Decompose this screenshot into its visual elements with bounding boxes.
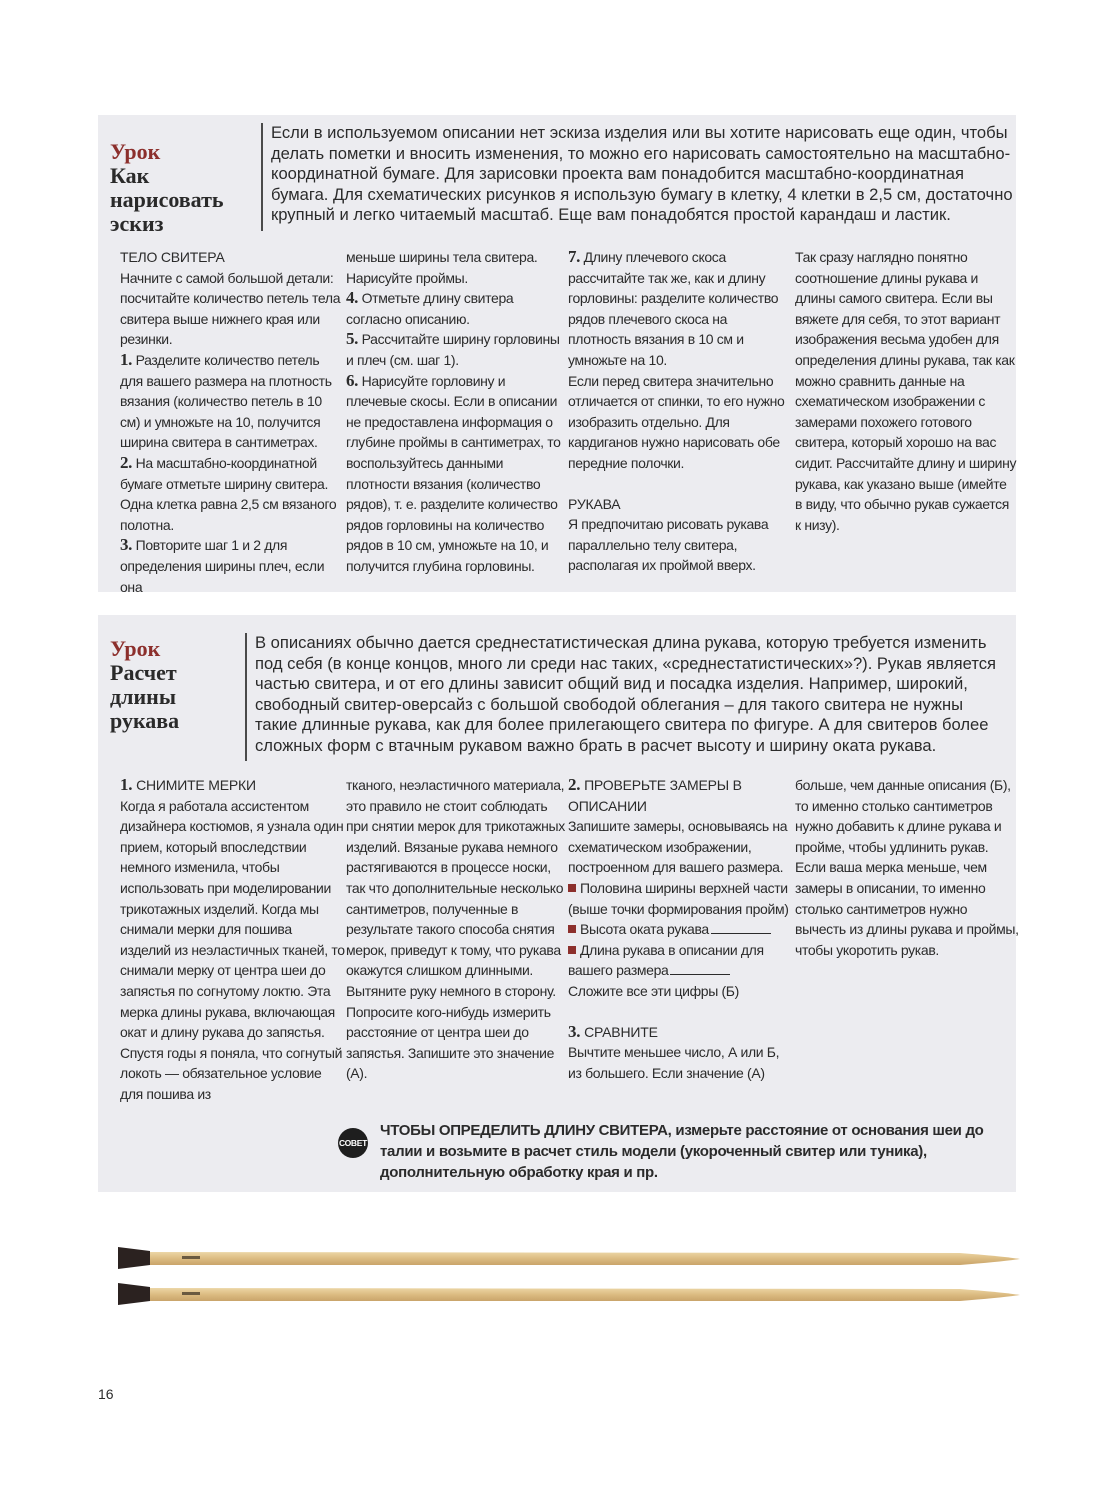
subheading: СНИМИТЕ МЕРКИ — [136, 777, 256, 793]
square-bullet-icon — [568, 884, 576, 892]
lesson-panel-sleeve — [98, 615, 1019, 1192]
step-heading — [568, 1022, 793, 1043]
step-text: Повторите шаг 1 и 2 для определения ширины плеч, если она — [120, 537, 325, 595]
step-number: 7. — [568, 247, 581, 266]
text-column — [568, 775, 793, 1083]
step-number: 5. — [346, 329, 359, 349]
step — [120, 535, 342, 597]
step — [120, 453, 342, 535]
step-text: На масштабно-координатной бумаге отметьте ширину свитера. Одна клетка равна 2,5 см вязаного полотна. — [120, 454, 337, 533]
knitting-needles-illustration — [110, 1245, 1025, 1315]
page-number: 16 — [98, 1386, 114, 1402]
step — [346, 329, 568, 370]
subheading: РУКАВА — [568, 495, 621, 512]
square-bullet-icon — [568, 925, 576, 933]
text-column — [568, 247, 790, 576]
bullet-text: Длина рукава в описании для вашего размера — [568, 941, 764, 979]
bullet-text: Высота оката рукава — [580, 921, 709, 938]
tip-lead: ЧТОБЫ ОПРЕДЕЛИТЬ ДЛИНУ СВИТЕРА, — [380, 1122, 672, 1139]
square-bullet-icon — [568, 946, 576, 954]
paragraph: Я предпочитаю рисовать рукава параллельно телу свитера, располагая их проймой вверх. — [568, 516, 769, 574]
step — [346, 371, 568, 577]
step-text: Отметьте длину свитера согласно описанию. — [346, 290, 514, 327]
subheading: ТЕЛО СВИТЕРА — [120, 249, 225, 265]
paragraph: Так сразу наглядно понятно соотношение длины рукава и длины самого свитера. Если вы вяжете для себя, то этот вариант изображения весьма удобен для определения длины рукава, так как можно сравнить данные на схематическом изображении с замерами похожего готового свитера, который хорошо на вас сидит. Рассчитайте длину и ширину рукава, как указано выше (имейте в виду, что обычно рукав сужается к низу). — [795, 249, 1017, 533]
paragraph: Если перед свитера значительно отличается от спинки, то его нужно изобразить отдельно. Для кардиганов нужно нарисовать обе передние полочки. — [568, 372, 785, 471]
step-number: 6. — [346, 370, 359, 390]
step-number: 1. — [120, 775, 133, 794]
lesson-heading — [110, 637, 248, 733]
lesson-heading — [110, 140, 260, 236]
step-text: Длину плечевого скоса рассчитайте так же, как и длину горловины: разделите количество рядов плечевого скоса на плотность вязания в 10 см и умножьте на 10. — [568, 249, 779, 368]
subheading: ПРОВЕРЬТЕ ЗАМЕРЫ В ОПИСАНИИ — [568, 777, 742, 814]
paragraph: больше, чем данные описания (Б), то именно столько сантиметров нужно добавить к длине рукава и пройме, чтобы удлинить рукав. — [795, 777, 1011, 855]
needle-bottom — [118, 1283, 1020, 1305]
step-number: 2. — [120, 452, 133, 472]
paragraph: Сложите все эти цифры (Б) — [568, 982, 739, 999]
step-heading — [120, 775, 345, 796]
step — [346, 288, 568, 329]
paragraph: Когда я работала ассистентом дизайнера костюмов, я узнала один прием, который впоследствии немного изменила, чтобы использовать при моделировании трикотажных изделий. Когда мы снимали мерки для пошива изделий из неэластичных тканей, то снимали мерку от центра шеи до запястья по согнутому локтю. Эта мерка длины рукава, включающая окат и длину рукава до запястья. Спустя годы я поняла, что согнутый локоть — обязательное условие для пошива из — [120, 797, 345, 1102]
text-column — [795, 775, 1020, 960]
needle-top — [118, 1247, 1020, 1269]
bullet-item — [568, 919, 793, 940]
step-text: Рассчитайте ширину горловины и плеч (см. шаг 1). — [346, 331, 560, 368]
paragraph: Вычтите меньшее число, А или Б, из большего. Если значение (А) — [568, 1044, 780, 1081]
text-column — [120, 775, 345, 1105]
text-column — [795, 247, 1017, 535]
text-column — [346, 775, 571, 1084]
paragraph: Запишите замеры, основываясь на схематическом изображении, построенном для вашего размера. — [568, 818, 788, 876]
lesson-title: Как нарисовать эскиз — [110, 163, 224, 236]
blank-line — [711, 923, 771, 934]
text-column — [346, 247, 568, 577]
tip-badge: СОВЕТ — [338, 1128, 368, 1158]
bullet-text: Половина ширины верхней части (выше точки формирования пройм) — [568, 879, 789, 917]
blank-line — [670, 964, 730, 975]
lesson-title: Расчет длины рукава — [110, 660, 180, 733]
step-number: 3. — [120, 535, 133, 555]
lesson-intro: Если в используемом описании нет эскиза изделия или вы хотите нарисовать еще один, чтобы делать пометки и вносить изменения, то можно его нарисовать самостоятельно на масштабно-координатной бумаге. Для зарисовки проекта вам понадобится масштабно-координатная бумага. Для схематических рисунков я использую бумагу в клетку, 4 клетки в 2,5 см, достаточно крупный и легко читаемый масштаб. Еще вам понадобятся простой карандаш и ластик. — [261, 123, 1021, 231]
step-number: 3. — [568, 1021, 581, 1041]
text-column — [120, 247, 342, 597]
lesson-intro: В описаниях обычно дается среднестатистическая длина рукава, которую требуется изменить под себя (в конце концов, много ли среди нас таких, «среднестатистических»?). Рукав является частью свитера, и от его длины зависит общий вид и посадка изделия. Например, широкий, свободный свитер-оверсайз с большой свободой облегания – для такого свитера не нужны такие длинные рукава, как для более прилегающего свитера по фигуре. А для свитеров более сложных форм с втачным рукавом важно брать в расчет высоту и ширину оката рукава. — [245, 633, 1010, 761]
step-number: 4. — [346, 288, 359, 308]
tip-body: измерьте расстояние от основания шеи до талии и возьмите в расчет стиль модели (укороченный свитер или туника), дополнительную обработку края и пр. — [380, 1122, 984, 1181]
bullet-item — [568, 878, 793, 919]
step-text: Нарисуйте горловину и плечевые скосы. Если в описании не предоставлена информация о глубине проймы в сантиметрах, то воспользуйтесь данными плотности вязания (количество рядов), т. е. разделите количество рядов горловины на количество рядов в 10 см, умножьте на 10, и получится глубина горловины. — [346, 372, 561, 574]
paragraph: меньше ширины тела свитера. Нарисуйте проймы. — [346, 249, 538, 286]
step-text: Разделите количество петель для вашего размера на плотность вязания (количество петель в 10 см) и умножьте на 10, получится ширина свитера в сантиметрах. — [120, 351, 332, 451]
tip-text — [380, 1120, 1016, 1183]
paragraph: Если ваша мерка меньше, чем замеры в описании, то именно столько сантиметров нужно вычесть из длины рукава и проймы, чтобы укоротить рукав. — [795, 859, 1019, 958]
paragraph: тканого, неэластичного материала, это правило не стоит соблюдать при снятии мерок для трикотажных изделий. Вязаные рукава немного растягиваются в процессе носки, так что дополнительные несколько сантиметров, полученные в результате такого способа снятия мерок, приведут к тому, что рукава окажутся слишком длинными. Вытяните руку немного в сторону. Попросите кого-нибудь измерить расстояние от центра шеи до запястья. Запишите это значение (А). — [346, 777, 565, 1082]
lesson-kicker: Урок — [110, 636, 161, 661]
paragraph: Начните с самой большой детали: посчитайте количество петель тела свитера выше нижнего края или резинки. — [120, 269, 341, 348]
step-heading — [568, 775, 793, 816]
step-number: 1. — [120, 349, 133, 369]
bullet-item — [568, 940, 793, 981]
lesson-kicker: Урок — [110, 139, 161, 164]
step — [120, 350, 342, 453]
subheading: СРАВНИТЕ — [584, 1023, 658, 1040]
lesson-panel-sketch — [98, 115, 1017, 595]
step-number: 2. — [568, 775, 581, 794]
step — [568, 247, 790, 371]
